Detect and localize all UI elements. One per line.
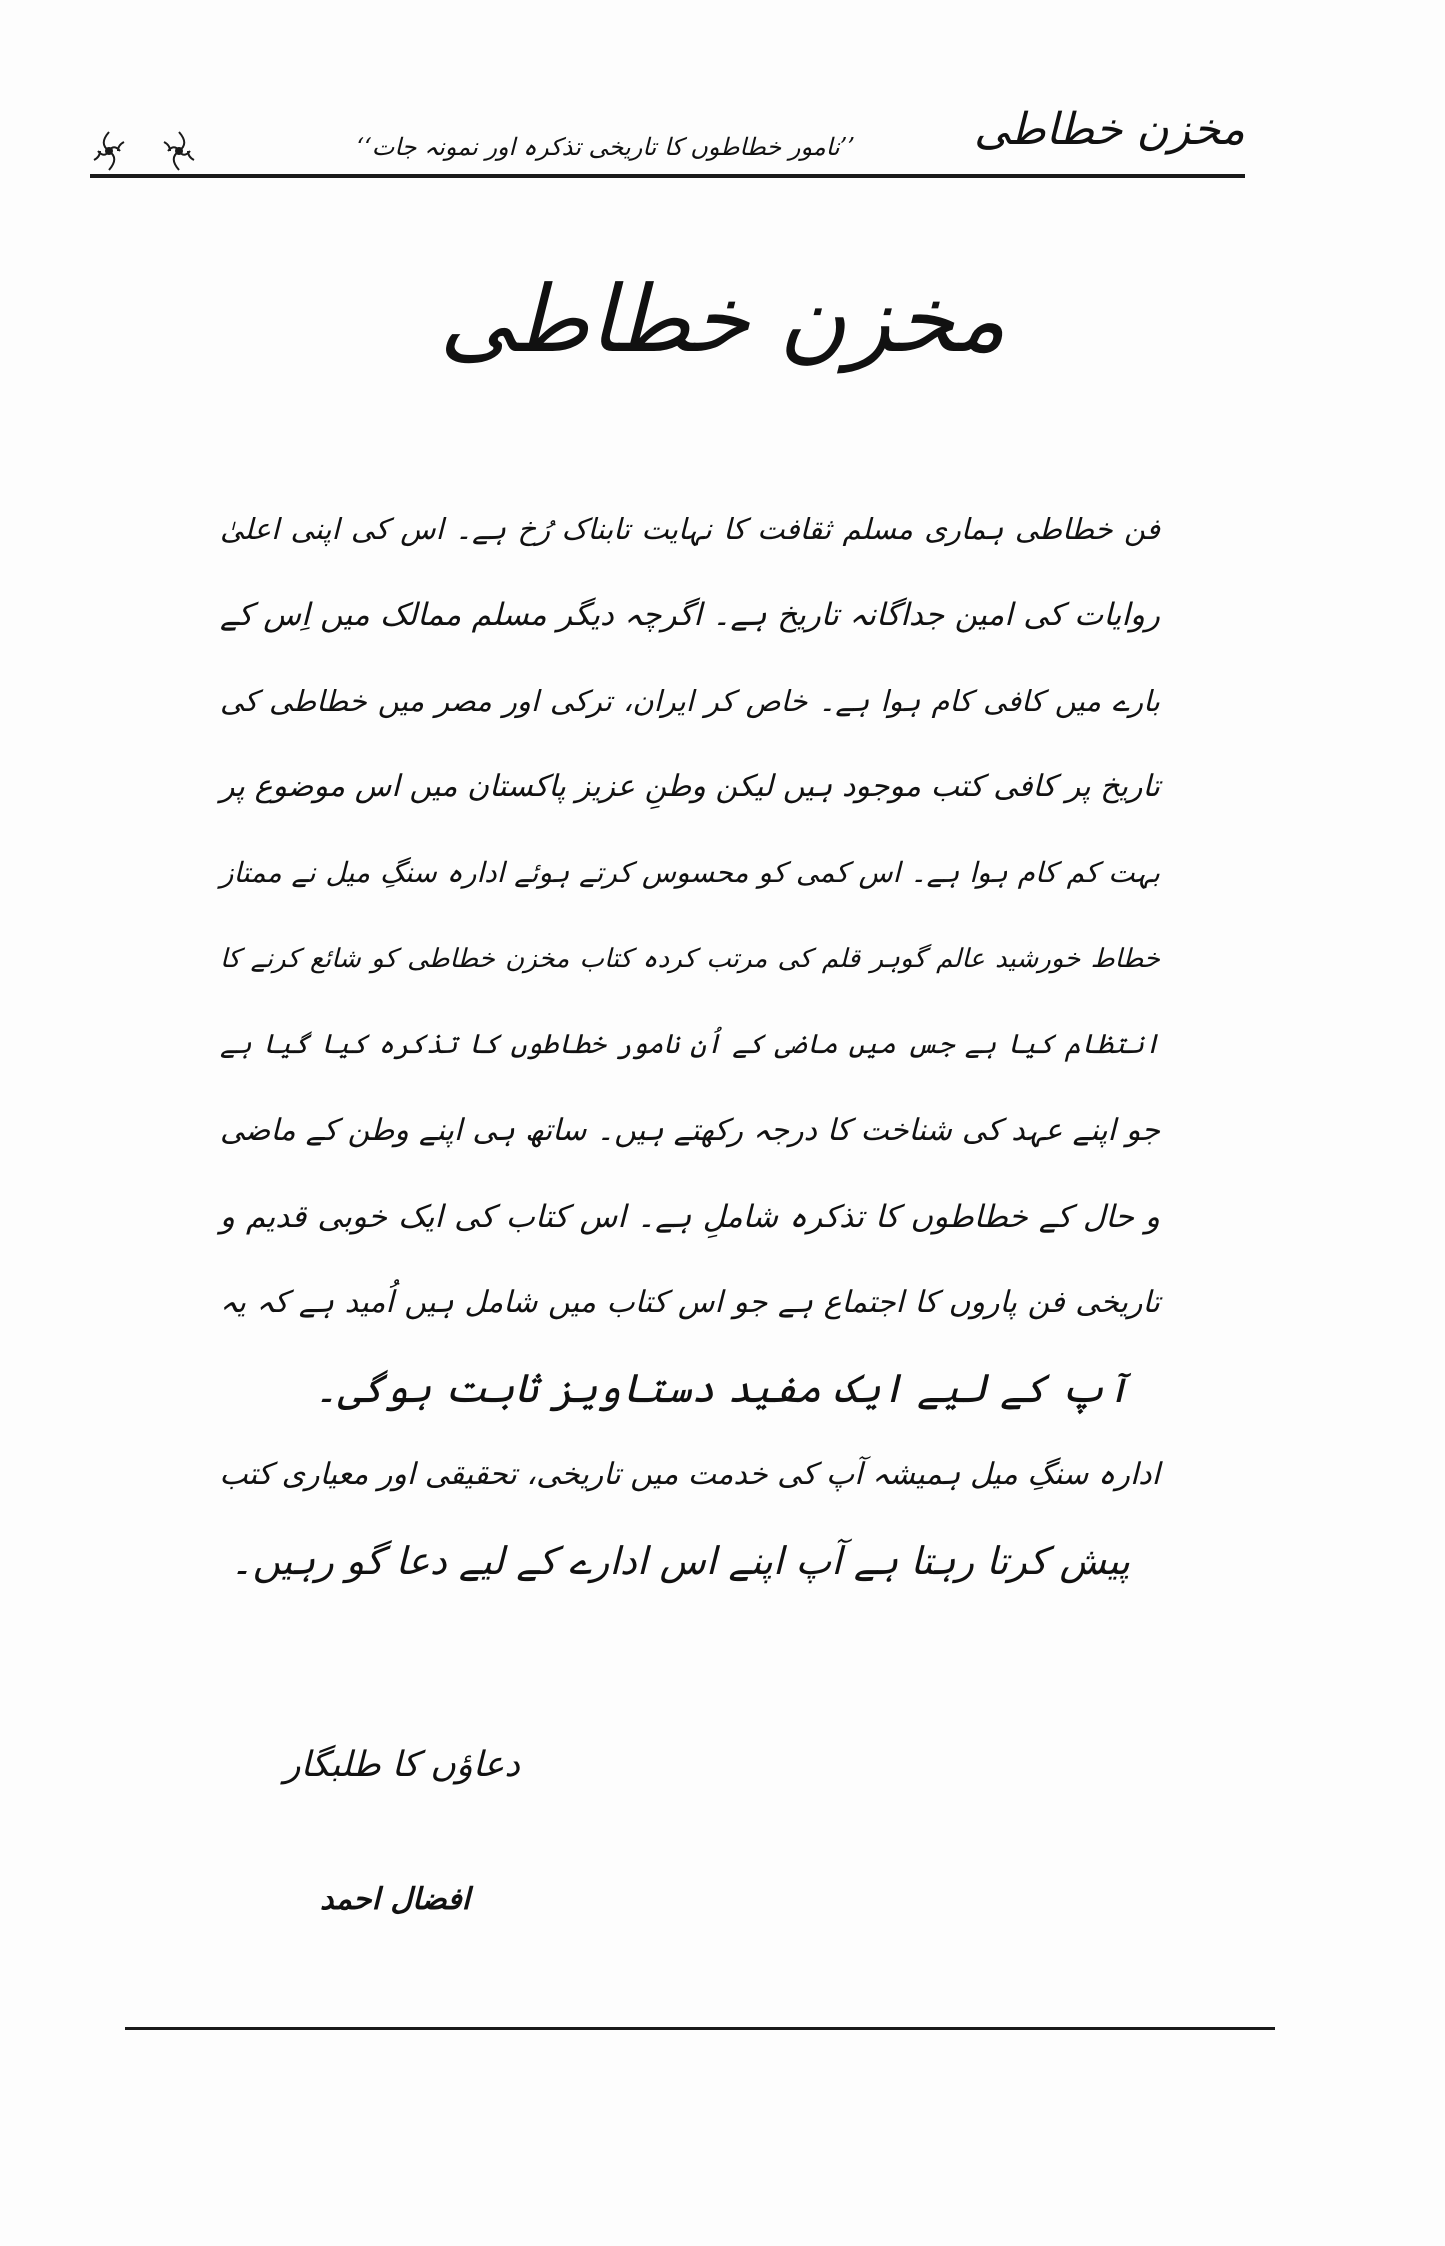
text-line: تاریخ پر کافی کتب موجود ہیں لیکن وطنِ عزیز پاکستان میں اس موضوع پر [220,769,1160,804]
text-line: روایات کی امین جداگانہ تاریخ ہے۔ اگرچہ دیگر مسلم ممالک میں اِس کے [220,597,1160,633]
closing-phrase: دعاؤں کا طلبگار [283,1745,520,1785]
floral-ornament-icon [158,128,200,174]
text-line: تاریخی فن پاروں کا اجتماع ہے جو اس کتاب میں شامل ہیں اُمید ہے کہ یہ [220,1285,1160,1320]
text-line: بارے میں کافی کام ہوا ہے۔ خاص کر ایران، ترکی اور مصر میں خطاطی کی [220,684,1160,718]
text-line: جو اپنے عہد کی شناخت کا درجہ رکھتے ہیں۔ ساتھ ہی اپنے وطن کے ماضی [220,1113,1160,1148]
signature: افضال احمد [319,1882,470,1917]
footer-rule [125,2027,1275,2030]
text-line: بہت کم کام ہوا ہے۔ اس کمی کو محسوس کرتے ہوئے ادارہ سنگِ میل نے ممتاز [220,856,1160,889]
text-line: خطاط خورشید عالم گوہر قلم کی مرتب کردہ کتاب مخزن خطاطی کو شائع کرنے کا [220,944,1160,974]
text-line: ادارہ سنگِ میل ہمیشہ آپ کی خدمت میں تاریخی، تحقیقی اور معیاری کتب [219,1457,1160,1492]
body-text [220,486,1160,1604]
header-subtitle: ’’نامور خطاطوں کا تاریخی تذکرہ اور نمونہ جات‘‘ [356,133,855,161]
text-line: فن خطاطی ہماری مسلم ثقافت کا نہایت تابناک رُخ ہے۔ اس کی اپنی اعلیٰ [220,512,1160,546]
floral-ornament-icon [88,128,130,174]
text-line: پیش کرتا رہتا ہے آپ اپنے اس ادارے کے لیے دعا گو رہیں۔ [230,1539,1130,1583]
header-book-title: مخزن خطاطی [974,104,1245,155]
running-header [80,95,1245,175]
text-line: و حال کے خطاطوں کا تذکرہ شاملِ ہے۔ اس کتاب کی ایک خوبی قدیم و [220,1199,1160,1235]
header-rule [90,174,1245,178]
page-title: مخزن خطاطی [439,266,1006,373]
text-line: انتظام کیا ہے جس میں ماضی کے اُن نامور خطاطوں کا تذکرہ کیا گیا ہے [220,1029,1160,1060]
text-line: آپ کے لیے ایک مفید دستاویز ثابت ہوگی۔ [314,1366,1130,1412]
